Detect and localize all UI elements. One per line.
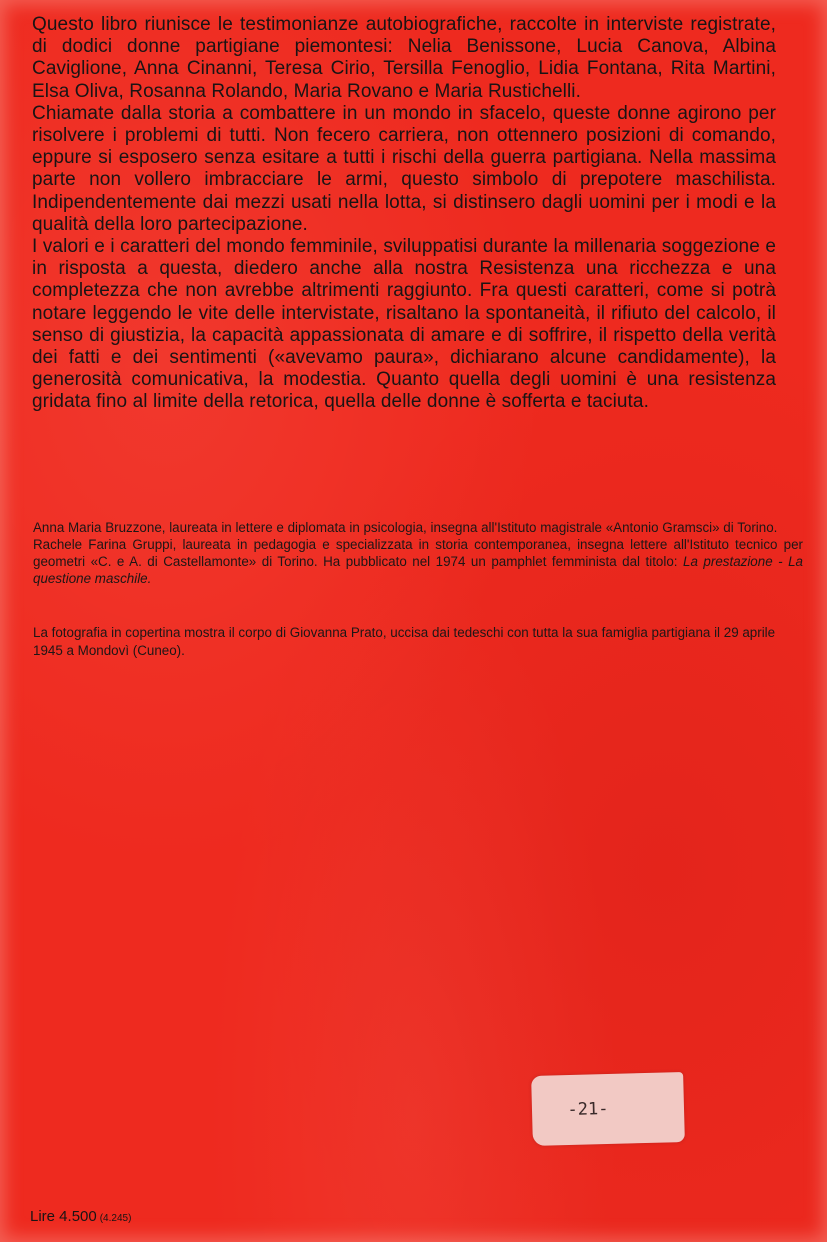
sticker-label: -21- [567, 1098, 609, 1121]
blurb [32, 14, 776, 414]
author-bio-1: Anna Maria Bruzzone, laureata in lettere e diplomata in psicologia, insegna all'Istituto magistrale «Antonio Gramsci» di Torino. [33, 520, 778, 535]
blurb-paragraph-2: Chiamate dalla storia a combattere in un mondo in sfacelo, queste donne agirono per risolvere i problemi di tutti. Non fecero carriera, non ottennero posizioni di comando, eppure si esposero senza esitare a tutti i rischi della guerra partigiana. Nella massima parte non vollero imbracciare le armi, questo simbolo di prepotere maschilista. Indipendentemente dai mezzi usati nella lotta, si distinsero dagli uomini per i modi e la qualità della loro partecipazione. [32, 102, 776, 235]
author-bio-2-text: Rachele Farina Gruppi, laureata in pedagogia e specializzata in storia contemporanea, insegna lettere all'Istituto tecnico per geometri «C. e A. di Castellamonte» di Torino. Ha pubblicato nel 1974 un pamphlet femminista dal titolo: [33, 537, 803, 569]
photo-caption: La fotografia in copertina mostra il corpo di Giovanna Prato, uccisa dai tedeschi con tutta la sua famiglia partigiana il 29 aprile 1945 a Mondovì (Cuneo). [33, 625, 776, 658]
price-sticker [531, 1072, 685, 1146]
price-alt: (4.245) [99, 1213, 132, 1224]
photo-caption-block [33, 624, 803, 660]
blurb-paragraph-1: Questo libro riunisce le testimonianze autobiografiche, raccolte in interviste registrate, di dodici donne partigiane piemontesi: Nelia Benissone, Lucia Canova, Albina Caviglione, Anna Cinanni, Teresa Cirio, Tersilla Fenoglio, Lidia Fontana, Rita Martini, Elsa Oliva, Rosanna Rolando, Maria Rovano e Maria Rustichelli. [32, 14, 776, 102]
blurb-paragraph-3: I valori e i caratteri del mondo femminile, sviluppatisi durante la millenaria soggezione e in risposta a questa, diedero anche alla nostra Resistenza una ricchezza e una completezza che non avrebbe altrimenti raggiunto. Fra questi caratteri, come si potrà notare leggendo le vite delle intervistate, risaltano la spontaneità, il rifiuto del calcolo, il senso di giustizia, la capacità appassionata di amare e di soffrire, il rispetto della verità dei fatti e dei sentimenti («avevamo paura», dichiarano alcune candidamente), la generosità comunicativa, la modestia. Quanto quella degli uomini è una resistenza gridata fino al limite della retorica, quella delle donne è sofferta e taciuta. [32, 236, 776, 413]
price [30, 1208, 131, 1225]
author-bios [33, 519, 803, 587]
price-main: Lire 4.500 [30, 1208, 97, 1225]
author-bio-2-title: La prestazione - La questione maschile. [33, 554, 804, 586]
author-bio-2 [33, 536, 803, 587]
